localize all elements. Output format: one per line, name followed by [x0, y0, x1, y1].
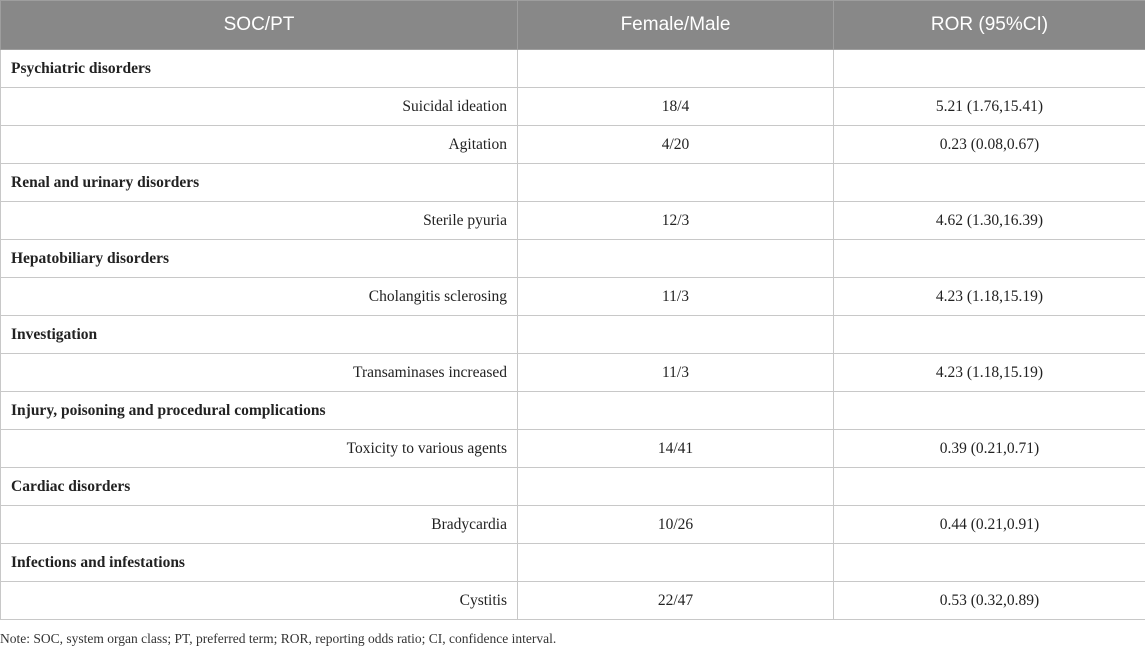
- table-row: [1, 582, 1145, 620]
- ror-cell: 0.53 (0.32,0.89): [834, 582, 1145, 620]
- female-male-cell: [518, 164, 834, 202]
- table-row: [1, 278, 1145, 316]
- ror-cell: [834, 468, 1145, 506]
- pt-cell: Bradycardia: [1, 506, 518, 544]
- soc-cell: Cardiac disorders: [1, 468, 518, 506]
- pt-cell: Transaminases increased: [1, 354, 518, 392]
- ror-cell: [834, 316, 1145, 354]
- pt-cell: Cholangitis sclerosing: [1, 278, 518, 316]
- table-row: [1, 50, 1145, 88]
- soc-cell: Infections and infestations: [1, 544, 518, 582]
- female-male-cell: [518, 544, 834, 582]
- soc-cell: Injury, poisoning and procedural complications: [1, 392, 518, 430]
- ror-cell: [834, 50, 1145, 88]
- ror-cell: [834, 164, 1145, 202]
- ror-cell: 0.44 (0.21,0.91): [834, 506, 1145, 544]
- table-row: [1, 316, 1145, 354]
- table-row: [1, 88, 1145, 126]
- female-male-cell: 11/3: [518, 278, 834, 316]
- table-row: [1, 126, 1145, 164]
- ror-cell: [834, 240, 1145, 278]
- female-male-cell: [518, 316, 834, 354]
- soc-cell: Hepatobiliary disorders: [1, 240, 518, 278]
- female-male-cell: 4/20: [518, 126, 834, 164]
- ror-cell: [834, 392, 1145, 430]
- ror-cell: 5.21 (1.76,15.41): [834, 88, 1145, 126]
- table-row: [1, 544, 1145, 582]
- ror-cell: 4.23 (1.18,15.19): [834, 354, 1145, 392]
- header-soc-pt: SOC/PT: [1, 1, 518, 50]
- soc-cell: Psychiatric disorders: [1, 50, 518, 88]
- female-male-cell: 10/26: [518, 506, 834, 544]
- ror-cell: [834, 544, 1145, 582]
- table-row: [1, 392, 1145, 430]
- soc-cell: Renal and urinary disorders: [1, 164, 518, 202]
- pt-cell: Suicidal ideation: [1, 88, 518, 126]
- table-row: [1, 240, 1145, 278]
- ror-cell: 4.23 (1.18,15.19): [834, 278, 1145, 316]
- female-male-cell: 11/3: [518, 354, 834, 392]
- table-row: [1, 468, 1145, 506]
- female-male-cell: [518, 240, 834, 278]
- pt-cell: Toxicity to various agents: [1, 430, 518, 468]
- header-ror-ci: ROR (95%CI): [834, 1, 1145, 50]
- table-footnote: Note: SOC, system organ class; PT, preferred term; ROR, reporting odds ratio; CI, confidence interval.: [0, 631, 557, 646]
- table-row: [1, 354, 1145, 392]
- header-row: [1, 1, 1145, 50]
- pt-cell: Sterile pyuria: [1, 202, 518, 240]
- table-header: [1, 1, 1145, 50]
- pt-cell: Agitation: [1, 126, 518, 164]
- female-male-cell: [518, 392, 834, 430]
- table-row: [1, 164, 1145, 202]
- table-row: [1, 202, 1145, 240]
- table-row: [1, 506, 1145, 544]
- header-female-male: Female/Male: [518, 1, 834, 50]
- soc-cell: Investigation: [1, 316, 518, 354]
- female-male-cell: [518, 468, 834, 506]
- ror-cell: 4.62 (1.30,16.39): [834, 202, 1145, 240]
- female-male-cell: [518, 50, 834, 88]
- female-male-cell: 22/47: [518, 582, 834, 620]
- pt-cell: Cystitis: [1, 582, 518, 620]
- table-row: [1, 430, 1145, 468]
- table-body: [1, 50, 1145, 620]
- ror-cell: 0.23 (0.08,0.67): [834, 126, 1145, 164]
- ror-cell: 0.39 (0.21,0.71): [834, 430, 1145, 468]
- female-male-cell: 18/4: [518, 88, 834, 126]
- female-male-cell: 14/41: [518, 430, 834, 468]
- female-male-cell: 12/3: [518, 202, 834, 240]
